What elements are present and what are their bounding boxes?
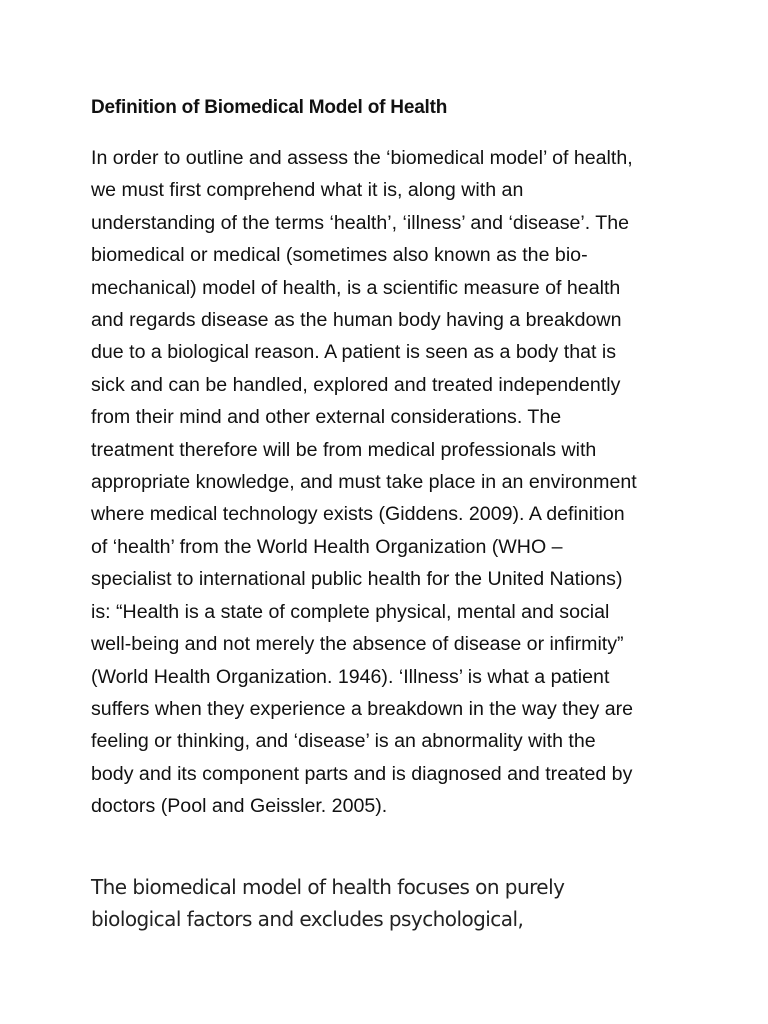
paragraph-line: biomedical or medical (sometimes also known as the bio- — [91, 244, 588, 267]
paragraph-line: feeling or thinking, and ‘disease’ is an abnormality with the — [91, 730, 596, 753]
paragraph-line: doctors (Pool and Geissler. 2005). — [91, 795, 388, 818]
paragraph-line: sick and can be handled, explored and treated independently — [91, 373, 621, 396]
paragraph-line: The biomedical model of health focuses on purely — [91, 875, 565, 899]
paragraph-biomedical-focus — [91, 871, 691, 935]
paragraph-line: from their mind and other external considerations. The — [91, 406, 562, 429]
paragraph-definition — [91, 142, 691, 823]
paragraph-line: treatment therefore will be from medical professionals with — [91, 438, 597, 461]
paragraph-line: due to a biological reason. A patient is seen as a body that is — [91, 341, 617, 364]
paragraph-line: biological factors and excludes psychological, — [91, 907, 524, 931]
paragraph-line: of ‘health’ from the World Health Organization (WHO – — [91, 535, 563, 558]
paragraph-line: body and its component parts and is diagnosed and treated by — [91, 762, 633, 785]
paragraph-line: (World Health Organization. 1946). ‘Illness’ is what a patient — [91, 665, 610, 688]
paragraph-line: mechanical) model of health, is a scientific measure of health — [91, 276, 621, 299]
document-heading: Definition of Biomedical Model of Health — [91, 97, 448, 118]
paragraph-line: is: “Health is a state of complete physical, mental and social — [91, 600, 610, 623]
paragraph-line: well-being and not merely the absence of disease or infirmity” — [91, 633, 624, 656]
paragraph-line: we must first comprehend what it is, along with an — [91, 179, 524, 202]
paragraph-line: understanding of the terms ‘health’, ‘illness’ and ‘disease’. The — [91, 211, 630, 234]
paragraph-line: and regards disease as the human body having a breakdown — [91, 309, 622, 332]
paragraph-line: appropriate knowledge, and must take place in an environment — [91, 471, 637, 494]
paragraph-line: In order to outline and assess the ‘biomedical model’ of health, — [91, 147, 633, 169]
paragraph-line: where medical technology exists (Giddens. 2009). A definition — [91, 503, 625, 526]
paragraph-line: suffers when they experience a breakdown in the way they are — [91, 697, 634, 720]
paragraph-line: specialist to international public health for the United Nations) — [91, 568, 623, 591]
